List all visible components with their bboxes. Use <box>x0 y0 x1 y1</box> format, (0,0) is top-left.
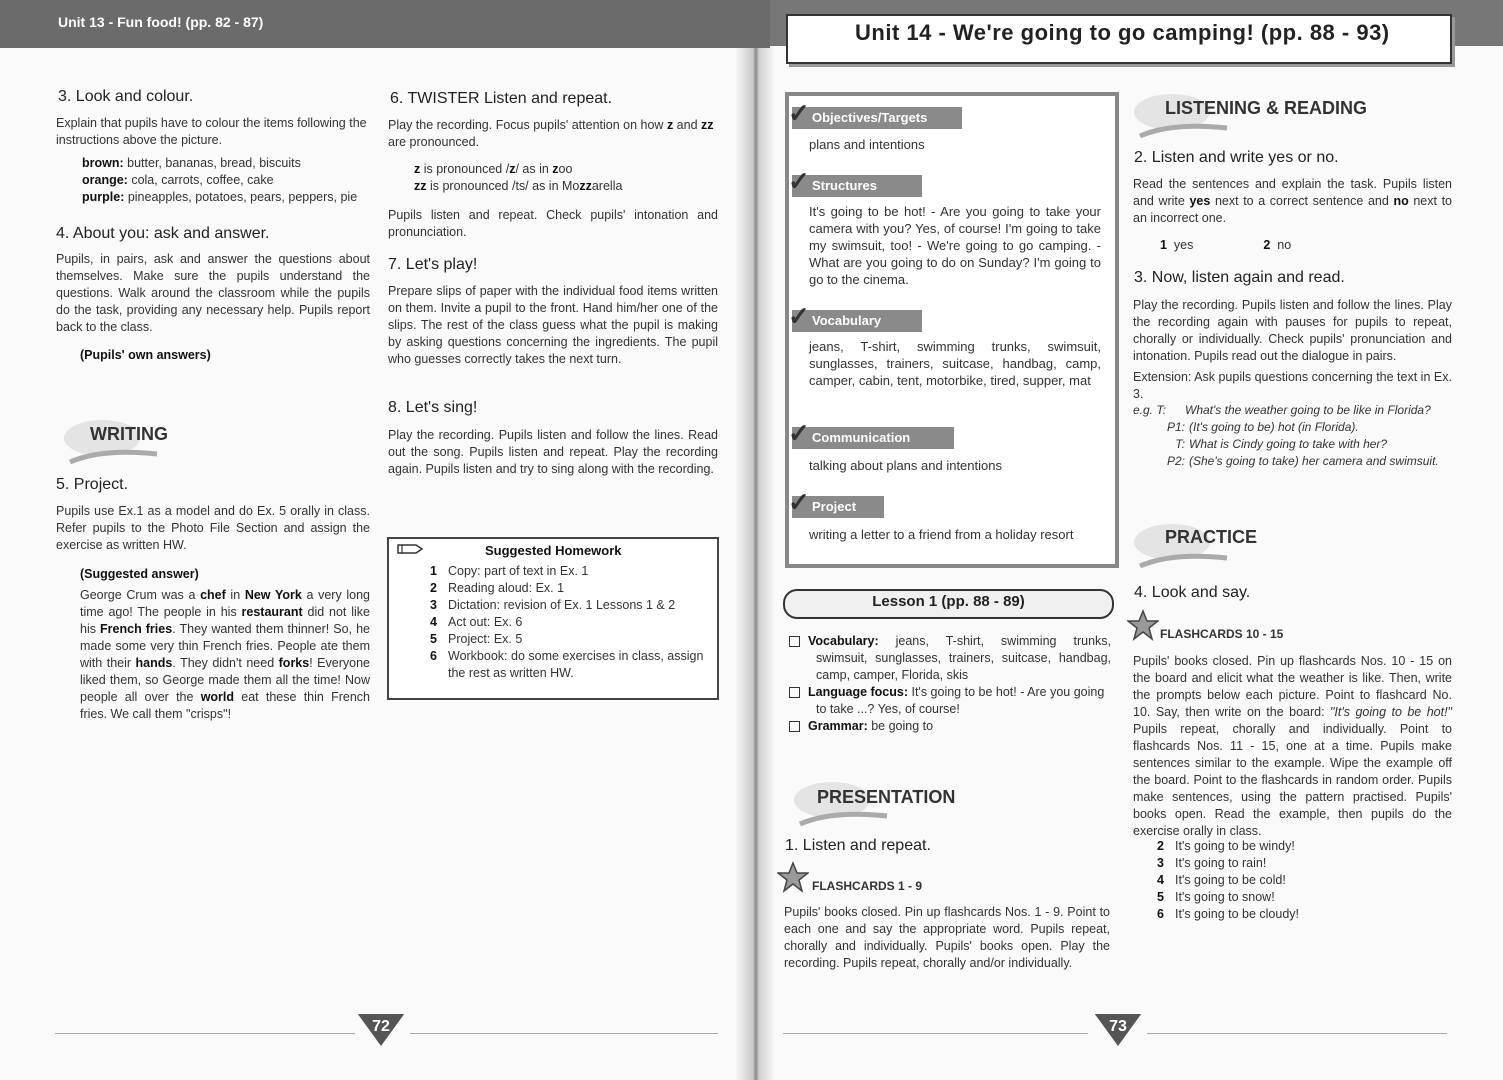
ex6-pronunciation <box>414 161 714 195</box>
colour-line-purple: purple: pineapples, potatoes, pears, peppers, pie <box>82 190 358 204</box>
bullet-language-focus: Language focus: It's going to be hot! - Are you going to take ...? Yes, of course! <box>789 684 1111 718</box>
homework-list <box>430 563 705 682</box>
tab-vocabulary: Vocabulary <box>792 310 922 332</box>
r-ex4-text: Pupils' books closed. Pin up flashcards Nos. 10 - 15 on the board and elicit what the weather is like. Then, write the prompts below each picture. Point to flashcard No. 10. Say, then write on the board: "It's going to be hot!" Pupils repeat, chorally and individually. Point to flashcards Nos. 11 - 15, one at a time. Pupils make sentences similar to the example. Wipe the example off the board. Point to the flashcards in random order. Pupils make sentences, using the pattern practised. Pupils' books open. Read the example, then pupils do the exercise orally in class. <box>1133 654 1452 838</box>
pron-line-zz: zz is pronounced /ts/ as in Mozzarella <box>414 179 623 193</box>
book-gutter <box>735 0 775 1080</box>
r-ex4-title: 4. Look and say. <box>1134 584 1251 601</box>
star-icon <box>1127 609 1159 641</box>
homework-item: 5 Project: Ex. 5 <box>430 632 523 646</box>
pencil-icon <box>396 542 424 556</box>
ex5-text: Pupils use Ex.1 as a model and do Ex. 5 orally in class. Refer pupils to the Photo File Section and assign the exercise as written HW. <box>56 504 370 552</box>
ex3-text: Explain that pupils have to colour the items following the instructions above the picture. <box>56 116 367 147</box>
answer-item: 5 It's going to snow! <box>1157 890 1275 904</box>
ex4-title: 4. About you: ask and answer. <box>56 225 270 242</box>
ex4-text: Pupils, in pairs, ask and answer the questions about themselves. Make sure the pupils understand the questions. Walk around the classroom while the pupils do the task, providing any necessary help. Pupils report back to the class. <box>56 252 370 334</box>
homework-item: 4 Act out: Ex. 6 <box>430 615 523 629</box>
ex8-title: 8. Let's sing! <box>388 399 478 416</box>
checkmark-icon: ✓ <box>788 166 810 196</box>
checkmark-icon: ✓ <box>788 98 810 128</box>
answer-item: 3 It's going to rain! <box>1157 856 1267 870</box>
dialogue-line: T: What is Cindy going to take with her? <box>1175 437 1388 451</box>
r-ex2-title: 2. Listen and write yes or no. <box>1134 149 1339 166</box>
homework-item: 1 Copy: part of text in Ex. 1 <box>430 564 589 578</box>
writing-heading: WRITING <box>90 424 168 444</box>
answer-item: 6 It's going to be cloudy! <box>1157 907 1299 921</box>
homework-title: Suggested Homework <box>485 543 622 558</box>
left-footer-line <box>410 1033 718 1034</box>
left-page-number: 72 <box>372 1018 390 1035</box>
tab-project: Project <box>792 496 884 518</box>
dialogue-line: P2: (She's going to take) her camera and swimsuit. <box>1166 454 1439 468</box>
right-header-title: Unit 14 - We're going to go camping! (pp. 88 - 93) <box>855 20 1390 45</box>
ex8-text: Play the recording. Pupils listen and follow the lines. Read out the song. Pupils listen and repeat. Play the recording again. Pupils listen and try to sing along with the recording. <box>388 428 718 476</box>
vocabulary-text: jeans, T-shirt, swimming trunks, swimsuit, sunglasses, trainers, suitcase, handbag, camp, camper, cabin, tent, motorbike, tired, supper, mat <box>809 339 1101 388</box>
lesson-title: Lesson 1 (pp. 88 - 89) <box>872 593 1025 610</box>
listening-heading: LISTENING & READING <box>1165 98 1368 118</box>
checkmark-icon: ✓ <box>788 418 810 448</box>
right-footer-line <box>1147 1033 1447 1034</box>
structures-text: It's going to be hot! - Are you going to take your camera with you? Yes, of course! I'm going to take my swimsuit, too! - We're going to go camping. - What are you going to do on Sunday? I'm going to go to the cinema. <box>809 204 1101 287</box>
checkmark-icon: ✓ <box>788 487 810 517</box>
checkbox-square-icon <box>789 687 800 698</box>
ex6-text2: Pupils listen and repeat. Check pupils' intonation and pronunciation. <box>388 208 718 239</box>
colour-line-orange: orange: cola, carrots, coffee, cake <box>82 173 274 187</box>
r-ex2-answers: 1 yes 2 no <box>1160 238 1292 252</box>
ex3-title: 3. Look and colour. <box>58 88 194 105</box>
right-page-number: 73 <box>1109 1018 1127 1035</box>
left-footer-line <box>55 1033 355 1034</box>
r-ex3-dialogue <box>1133 402 1453 470</box>
homework-item: 2 Reading aloud: Ex. 1 <box>430 581 565 595</box>
checkbox-square-icon <box>789 721 800 732</box>
bullet-vocabulary: Vocabulary: jeans, T-shirt, swimming trunks, swimsuit, sunglasses, trainers, suitcase, handbag, camp, camper, Florida, skis <box>789 633 1111 684</box>
ex7-text: Prepare slips of paper with the individual food items written on them. Invite a pupil to the front. Hand him/her one of the slips. The rest of the class guess what the pupil is making by asking questions concerning the ingredients. The pupil who guesses correctly takes the next turn. <box>388 284 718 366</box>
r-ex1-flashcards: FLASHCARDS 1 - 9 <box>812 879 923 893</box>
answer-item: 4 It's going to be cold! <box>1157 873 1286 887</box>
lesson-bullets <box>789 633 1111 735</box>
r-ex3-title: 3. Now, listen again and read. <box>1134 269 1345 286</box>
tab-objectives: Objectives/Targets <box>792 107 962 129</box>
ex5-suggested-label: (Suggested answer) <box>80 567 199 581</box>
right-footer-line <box>783 1033 1088 1034</box>
colour-line-brown: brown: butter, bananas, bread, biscuits <box>82 156 301 170</box>
ex3-colour-list <box>82 155 372 206</box>
r-ex1-title: 1. Listen and repeat. <box>785 837 931 854</box>
ex6-text: Play the recording. Focus pupils' attention on how z and zz are pronounced. <box>388 118 714 149</box>
project-text: writing a letter to a friend from a holiday resort <box>809 527 1074 542</box>
practice-heading: PRACTICE <box>1165 527 1258 547</box>
communication-text: talking about plans and intentions <box>809 458 1002 473</box>
tab-structures: Structures <box>792 175 922 197</box>
r-ex4-answers <box>1157 838 1299 923</box>
presentation-heading: PRESENTATION <box>817 787 956 807</box>
r-ex2-text: Read the sentences and explain the task. Pupils listen and write yes next to a correct sentence and no next to an incorrect one. <box>1133 177 1452 225</box>
objectives-text: plans and intentions <box>809 137 925 152</box>
dialogue-line: P1: (It's going to be) hot (in Florida). <box>1166 420 1359 434</box>
dialogue-line: e.g. T: What's the weather going to be like in Florida? <box>1133 403 1431 417</box>
ex5-suggested-answer: George Crum was a chef in New York a very long time ago! The people in his restaurant did not like his French fries. They wanted them thinner! So, he made some very thin French fries. People ate them with their hands. They didn't need forks! Everyone liked them, so George made them all the time! Now people all over the world eat these thin French fries. We call them "crisps"! <box>80 588 370 721</box>
homework-item: 6 Workbook: do some exercises in class, assign the rest as written HW. <box>430 649 704 680</box>
r-ex4-flashcards: FLASHCARDS 10 - 15 <box>1160 627 1284 641</box>
r-ex3-extension: Extension: Ask pupils questions concerning the text in Ex. 3. <box>1133 370 1452 401</box>
homework-item: 3 Dictation: revision of Ex. 1 Lessons 1 & 2 <box>430 598 676 612</box>
left-header-title: Unit 13 - Fun food! (pp. 82 - 87) <box>58 14 264 30</box>
ex4-answer: (Pupils' own answers) <box>80 348 211 362</box>
r-ex3-text: Play the recording. Pupils listen and follow the lines. Play the recording again with pauses for pupils to repeat, chorally or individually. Check pupils' pronunciation and intonation. Pupils read out the dialogue in pairs. <box>1133 298 1452 363</box>
ex6-title: 6. TWISTER Listen and repeat. <box>390 90 613 107</box>
r-ex1-text: Pupils' books closed. Pin up flashcards Nos. 1 - 9. Point to each one and say the appropriate word. Pupils repeat, chorally and individually. Pupils' books open. Play the recording. Pupils repeat, chorally and/or individually. <box>784 905 1110 970</box>
star-icon <box>777 861 809 893</box>
bullet-grammar: Grammar: be going to <box>789 718 1111 735</box>
ex5-title: 5. Project. <box>56 476 129 493</box>
checkbox-square-icon <box>789 636 800 647</box>
pron-line-z: z is pronounced /z/ as in zoo <box>414 162 573 176</box>
checkmark-icon: ✓ <box>788 301 810 331</box>
answer-item: 2 It's going to be windy! <box>1157 839 1295 853</box>
tab-communication: Communication <box>792 427 954 449</box>
ex7-title: 7. Let's play! <box>388 256 478 273</box>
